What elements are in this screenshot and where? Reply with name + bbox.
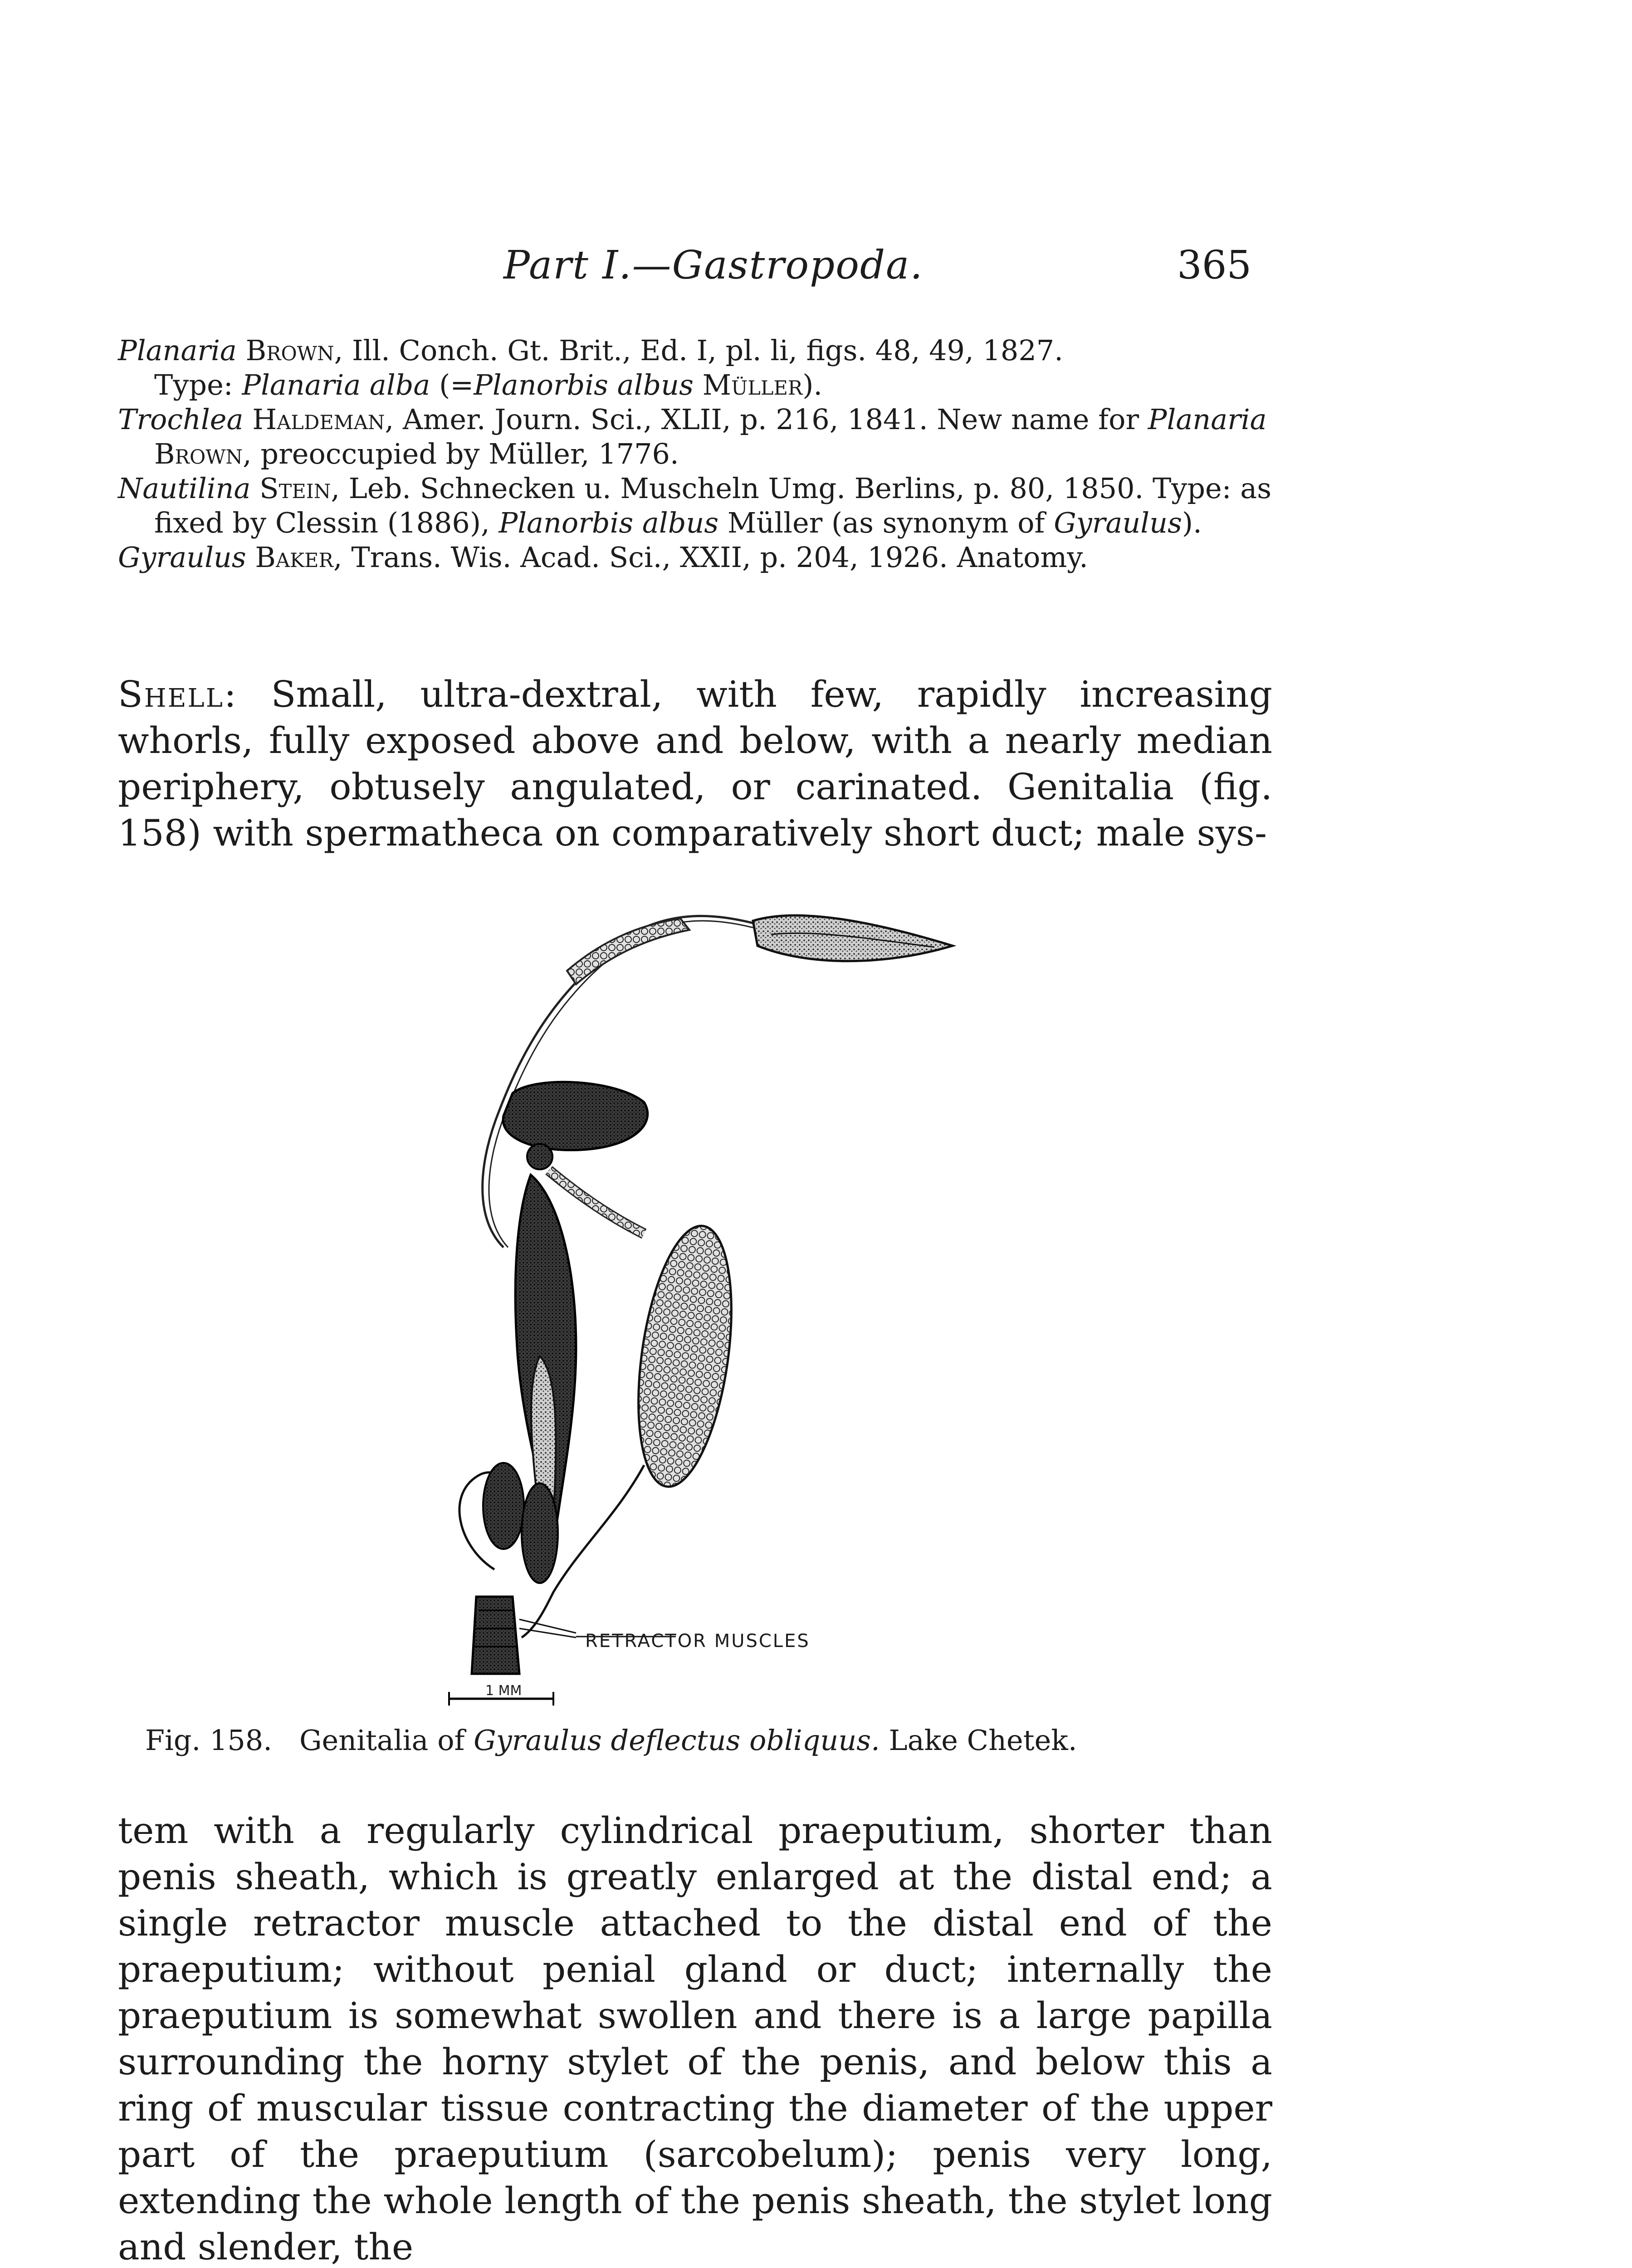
albumen-gland (503, 1082, 648, 1150)
penis-sheath (522, 1483, 558, 1583)
shell-description (118, 671, 1272, 856)
page-number: 365 (1177, 243, 1252, 288)
running-head (0, 243, 1632, 293)
synonym-entry-planaria: Planaria Brown, Ill. Conch. Gt. Brit., Ed. I, pl. li, figs. 48, 49, 1827. Type: Planaria alba (=Planorbis albus Müller). (118, 334, 1063, 401)
caption-locality: Lake Chetek. (889, 1724, 1077, 1757)
prostate-gland (624, 1220, 746, 1493)
shell-lead: Shell: (118, 673, 238, 715)
synonym-entry-trochlea: Trochlea Haldeman, Amer. Journ. Sci., XLII, p. 216, 1841. New name for Planaria Brown, preoccupied by Müller, 1776. (118, 403, 1267, 470)
caption-species: Gyraulus deflectus obliquus. (474, 1724, 880, 1757)
synonym-entry-nautilina: Nautilina Stein, Leb. Schnecken u. Muscheln Umg. Berlins, p. 80, 1850. Type: as fixed by Clessin (1886), Planorbis albus Müller (as synonym of Gyraulus). (118, 472, 1272, 539)
spermatheca (483, 1463, 524, 1549)
scale-label: 1 MM (485, 1683, 522, 1699)
figure-158 (363, 903, 1043, 1719)
synonymy-list (118, 333, 1284, 575)
caption-number: Fig. 158. (145, 1724, 272, 1757)
seminal-vesicle (567, 919, 689, 984)
praeputium (472, 1597, 519, 1674)
caption-text: Genitalia of (299, 1724, 474, 1757)
genitalia-illustration (363, 903, 1043, 1719)
ovotestis (753, 915, 953, 961)
figure-caption (145, 1724, 1324, 1757)
retractor-muscle (519, 1619, 576, 1637)
carrefour (527, 1144, 552, 1169)
continuation-paragraph: tem with a regularly cylindrical praeputium, shorter than penis sheath, which is greatly enlarged at the distal end; a single retractor muscle attached to the distal end of the praeputium; without penial gland or duct; internally the praeputium is somewhat swollen and there is a large papilla surrounding the horny stylet of the penis, and below this a ring of muscular tissue contracting the diameter of the upper part of the praeputium (sarcobelum); penis very long, extending the whole length of the penis sheath, the stylet long and slender, the (118, 1809, 1272, 2268)
section-title: Part I.—Gastropoda. (503, 243, 923, 288)
retractor-muscles-label: RETRACTOR MUSCLES (585, 1631, 810, 1652)
shell-text: Small, ultra-dextral, with few, rapidly increasing whorls, fully exposed above and below, with a nearly median periphery, obtusely angulated, or carinated. Genitalia (fig. 158) with spermatheca on comparatively short duct; male sys- (118, 673, 1272, 854)
synonym-entry-gyraulus: Gyraulus Baker, Trans. Wis. Acad. Sci., XXII, p. 204, 1926. Anatomy. (118, 541, 1088, 574)
